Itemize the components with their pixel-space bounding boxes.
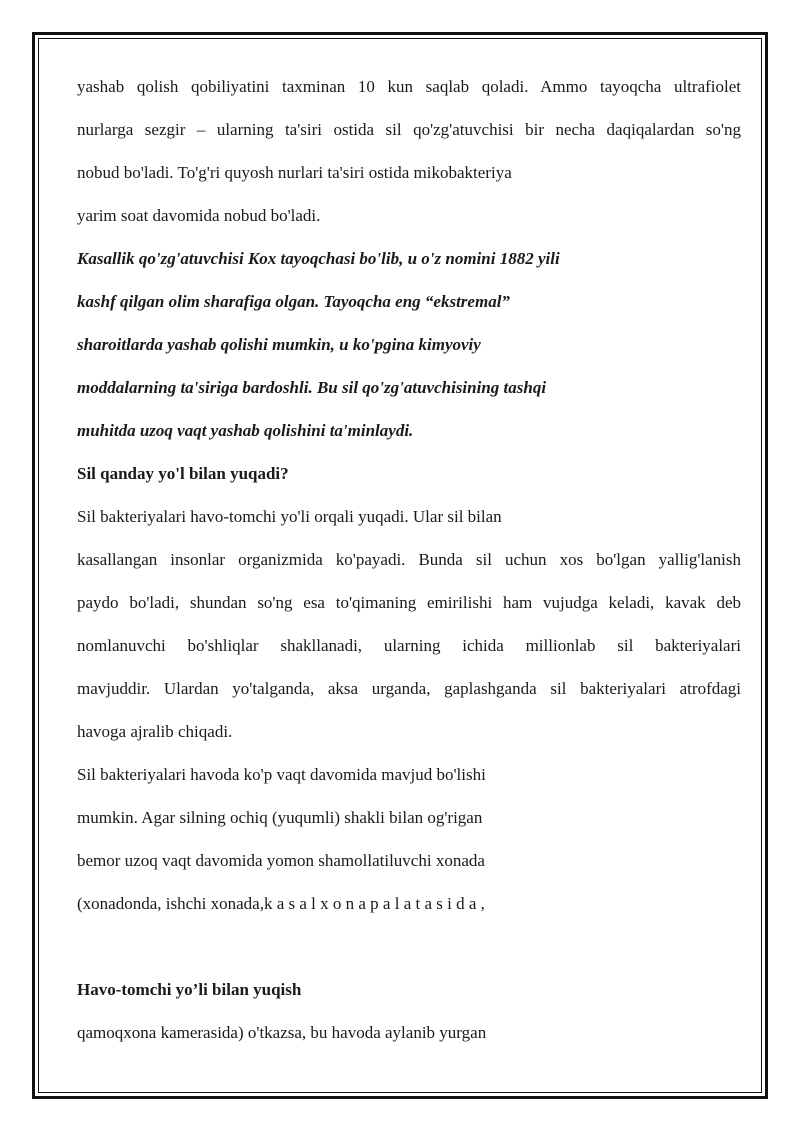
text-line: yashab qolish qobiliyatini taxminan 10 kun saqlab qoladi. Ammo tayoqcha ultrafiolet — [77, 77, 741, 96]
text-line: havoga ajralib chiqadi. — [77, 722, 233, 741]
section-heading-airborne: Havo-tomchi yo’li bilan yuqish — [77, 980, 302, 999]
paragraph-intro — [77, 69, 741, 241]
text-line: (xonadonda, ishchi xonada,k a s a l x o n a p a l a t a s i d a , — [77, 894, 485, 913]
text-line: Sil bakteriyalari havoda ko'p vaqt davomida mavjud bo'lishi — [77, 765, 486, 784]
text-line: nobud bo'ladi. To'g'ri quyosh nurlari ta'siri ostida mikobakteriya — [77, 163, 512, 182]
text-line: mavjuddir. Ulardan yo'talganda, aksa urganda, gaplashganda sil bakteriyalari atrofdagi — [77, 679, 741, 698]
document-body — [77, 69, 741, 1058]
section-heading-transmission: Sil qanday yo'l bilan yuqadi? — [77, 464, 289, 483]
text-line: Sil bakteriyalari havo-tomchi yo'li orqali yuqadi. Ular sil bilan — [77, 507, 502, 526]
emphasis-line: sharoitlarda yashab qolishi mumkin, u ko'pgina kimyoviy — [77, 335, 481, 354]
paragraph-continuation — [77, 1015, 741, 1058]
emphasis-line: kashf qilgan olim sharafiga olgan. Tayoqcha eng “ekstremal” — [77, 292, 510, 311]
text-line: kasallangan insonlar organizmida ko'payadi. Bunda sil uchun xos bo'lgan yallig'lanish — [77, 550, 741, 569]
emphasis-line: Kasallik qo'zg'atuvchisi Kox tayoqchasi bo'lib, u o'z nomini 1882 yili — [77, 249, 560, 268]
text-line: nomlanuvchi bo'shliqlar shakllanadi, ularning ichida millionlab sil bakteriyalari — [77, 636, 741, 655]
paragraph-transmission — [77, 499, 741, 757]
paragraph-air-survival — [77, 757, 741, 929]
emphasis-line: muhitda uzoq vaqt yashab qolishini ta'minlaydi. — [77, 421, 414, 440]
text-line: nurlarga sezgir – ularning ta'siri ostida sil qo'zg'atuvchisi bir necha daqiqalardan so'ng — [77, 120, 741, 139]
highlight-paragraph — [77, 241, 741, 456]
text-line: paydo bo'ladi, shundan so'ng esa to'qimaning emirilishi ham vujudga keladi, kavak deb — [77, 593, 741, 612]
emphasis-line: moddalarning ta'siriga bardoshli. Bu sil qo'zg'atuvchisining tashqi — [77, 378, 547, 397]
text-line: bemor uzoq vaqt davomida yomon shamollatiluvchi xonada — [77, 851, 485, 870]
text-line: qamoqxona kamerasida) o'tkazsa, bu havoda aylanib yurgan — [77, 1023, 487, 1042]
text-line: mumkin. Agar silning ochiq (yuqumli) shakli bilan og'rigan — [77, 808, 483, 827]
text-line: yarim soat davomida nobud bo'ladi. — [77, 206, 321, 225]
blank-line — [77, 929, 741, 972]
